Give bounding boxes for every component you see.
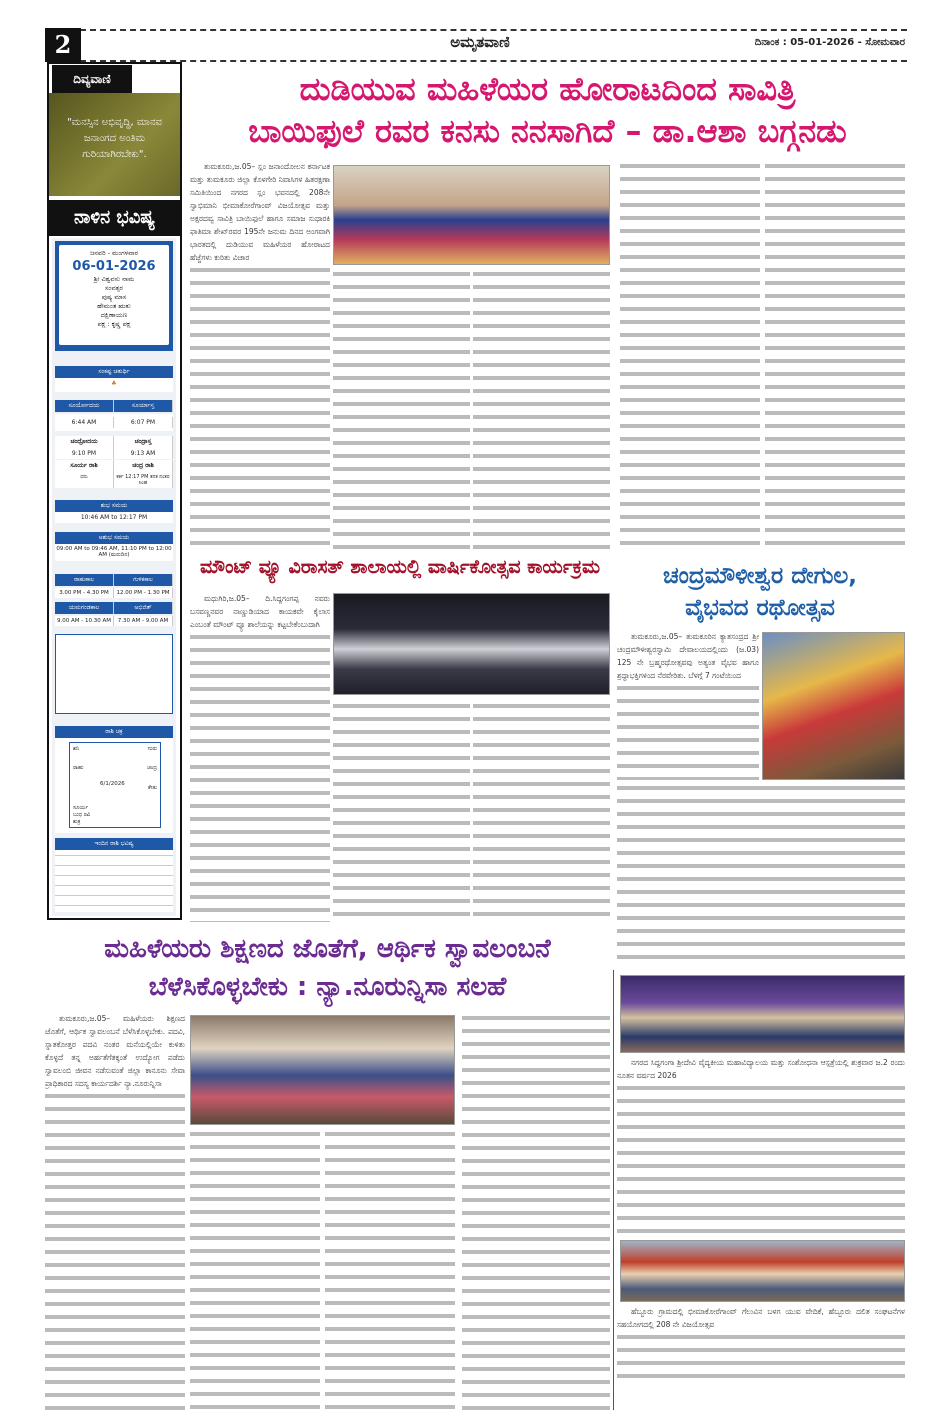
ashubha-label: ಅಶುಭ ಸಮಯ	[55, 532, 173, 544]
lead-body-col2	[333, 268, 470, 550]
temple-headline-line1: ಚಂದ್ರಮೌಳೀಶ್ವರ ದೇಗುಲ,	[662, 563, 858, 589]
rashi-table	[55, 850, 173, 912]
moonrise-label: ಚಂದ್ರೋದಯ	[55, 436, 114, 448]
rashi-cell: ಶನಿ	[73, 746, 80, 752]
shubha-label: ಶುಭ ಸಮಯ	[55, 500, 173, 512]
abhijit-label: ಅಭಿಜಿತ್	[114, 602, 173, 614]
sunset-label: ಸೂರ್ಯಾಸ್ತ	[114, 400, 173, 412]
lead-headline	[190, 68, 905, 152]
calendar-line: ಪಕ್ಷ : ಕೃಷ್ಣ ಪಕ್ಷ	[97, 320, 131, 328]
school-body-text: ಮಧುಗಿರಿ,ಜ.05– ದಿ.ಸಿದ್ದಗಂಗಪ್ಪ ನವರು ಬಸವಣ್ಣನವರ ನಾಣ್ಣುಡಿಯಾದ ಕಾಯಕವೇ ಕೈಲಾಸ ಎಂಬಂತೆ ಮೌಂಟ್ ವ್ಯೂ ಶಾಲೆಯನ್ನು ಕಟ್ಟಬೇಕೆಂಬುದಾಗಿ	[190, 594, 330, 629]
celebration-photo	[620, 1240, 905, 1302]
lead-photo	[333, 165, 610, 265]
yama-label: ಯಮಗಂಡಕಾಲ	[55, 602, 114, 614]
ashubha-time: 09:00 AM to 09:46 AM, 11:10 PM to 12:00 AM (ಮರುದಿನ)	[55, 544, 173, 561]
calendar-date: 06-01-2026	[72, 259, 156, 274]
rashi-cell: ಕೇತು	[148, 785, 157, 791]
rahu-label: ರಾಹುಕಾಲ	[55, 574, 114, 586]
chandra-rashi-label: ಚಂದ್ರ ರಾಶಿ	[114, 460, 173, 472]
school-body-col2	[333, 700, 470, 922]
temple-photo	[762, 632, 905, 780]
page-number: 2	[45, 28, 81, 62]
moonset: 9:13 AM	[114, 448, 173, 459]
quote-box: "ಮನಸ್ಸಿನ ಅಭಿವೃದ್ಧಿ, ಮಾನವ ಜನಾಂಗದ ಅಂತಿಮ ಗುರಿಯಾಗಿರಬೇಕು".	[49, 93, 180, 196]
calendar-widget	[52, 238, 176, 916]
header-rule-top	[80, 29, 907, 31]
sidebar-label: ದಿವ್ಯವಾಣಿ	[52, 65, 132, 93]
temple-body-text: ತುಮಕೂರು,ಜ.05– ತುಮಕೂರಿನ ಕ್ಯಾತಸಂದ್ರದ ಶ್ರೀ ಚಂದ್ರಮೌಳೀಶ್ವರಸ್ವಾಮಿ ದೇವಾಲಯದಲ್ಲಿಂದು (ಜ.03) 125 ನೇ ಬ್ರಹ್ಮರಥೋತ್ಸವವು ಅತ್ಯಂತ ವೈಭವ ಹಾಗೂ ಶ್ರದ್ಧಾಭಕ್ತಿಗಳಿಂದ ನೆರವೇರಿತು. ಬೆಳಗ್ಗೆ 7 ಗಂಟೆಯಿಂದ	[617, 632, 759, 680]
calendar-line: ಸಂವತ್ಸರ	[104, 284, 123, 292]
school-body	[190, 592, 330, 922]
temple-headline	[615, 560, 905, 624]
temple-body	[617, 630, 759, 780]
lead-headline-line2: ಬಾಯಿಫುಲೆ ರವರ ಕನಸು ನನಸಾಗಿದೆ – ಡಾ.ಆಶಾ ಬಗ್ಗನಡು	[248, 112, 847, 150]
rashi-cell: ಸೂರ್ಯ ಬುಧ ರವಿ ಶುಕ್ರ	[73, 805, 91, 825]
college-body-text: ನಗರದ ಸಿದ್ದಗಂಗಾ ಶ್ರೀದೇವಿ ವೈದ್ಯಕೀಯ ಮಹಾವಿದ್ಯಾಲಯ ಮತ್ತು ಸಂಶೋಧನಾ ಆಸ್ಪತ್ರೆಯಲ್ಲಿ ಶುಕ್ರವಾರ ಜ.2 ರಂದು ನೂತನ ವರ್ಷದ 2026	[617, 1058, 905, 1080]
today-rashi-label: ಇಂದಿನ ರಾಶಿ ಭವಿಷ್ಯ	[55, 838, 173, 850]
women-body-text: ತುಮಕೂರು,ಜ.05– ಮಹಿಳೆಯರು ಶಿಕ್ಷಣದ ಜೊತೆಗೆ, ಆರ್ಥಿಕ ಸ್ವಾವಲಂಬನೆ ಬೆಳೆಸಿಕೊಳ್ಳಬೇಕು. ಪದವಿ, ಸ್ನಾತಕೋತ್ತರ ಪದವಿ ನಂತರ ಮನೆಯಲ್ಲಿಯೇ ಕುಳಿತು ಕೊಳ್ಳದೆ ತನ್ನ ಅರ್ಹತೆಗೆತಕ್ಕಂತೆ ಉದ್ಯೋಗ ಪಡೆದು ಸ್ವಾವಲಂಬಿ ಜೀವನ ನಡೆಸುವಂತೆ ಜಿಲ್ಲಾ ಕಾನೂನು ಸೇವಾ ಪ್ರಾಧಿಕಾರದ ಸದಸ್ಯ ಕಾರ್ಯದರ್ಶಿ ನ್ಯಾ.ನೂರುನ್ನಿಸಾ	[45, 1014, 185, 1088]
lead-body-col5	[765, 160, 905, 552]
calendar-line: ಶ್ರೀ ವಿಶ್ವವಸು ನಾಮ	[93, 275, 135, 283]
yama-time: 9.00 AM - 10.30 AM	[55, 616, 114, 626]
lead-body-text: ತುಮಕೂರು,ಜ.05– ಸ್ಲಂ ಜನಾಂದೋಲನ ಕರ್ನಾಟಕ ಮತ್ತು ತುಮಕೂರು ಜಿಲ್ಲಾ ಕೊಳಗೇರಿ ನಿವಾಸಿಗಳ ಹಿತರಕ್ಷಣಾ ಸಮಿತಿಯಿಂದ ನಗರದ ಸ್ಲಂ ಭವನದಲ್ಲಿ 208ನೇ ಸ್ವಾಭಿಮಾನಿ ಭೀಮಾಕೋರೆಗಾಂವ್ ವಿಜಯೋತ್ಸವ ಮತ್ತು ಅಕ್ಷರದವ್ವ ಸಾವಿತ್ರಿ ಬಾಯಿಫುಲೆ ಹಾಗೂ ಸಮಾಜ ಸುಧಾರಕಿ ಫಾತಿಮಾ ಶೇಖ್‌ರವರ 195ನೇ ಜನುಮ ದಿನದ ಅಂಗವಾಗಿ ಭಾರತದಲ್ಲಿ ದುಡಿಯುವ ಮಹಿಳೆಯರ ಹೋರಾಟದ ಹೆಜ್ಜೆಗಳು ಕುರಿತು ವಿಚಾರ	[190, 162, 330, 262]
rashi-chakra-date: 6/1/2026	[100, 781, 125, 787]
calendar-day: ಜನವರಿ - ಮಂಗಳವಾರ	[89, 249, 139, 257]
rahu-time: 3.00 PM - 4.30 PM	[55, 588, 114, 598]
surya-rashi: ಧನು	[55, 472, 114, 488]
chandra-rashi: ಕರ್ಕ 12:17 PM ತನಕ ನಂತರ ಸಿಂಹ	[114, 472, 173, 488]
gulika-label: ಗುಳಿಕಕಾಲ	[114, 574, 173, 586]
rashi-cell: ರಾಹು	[73, 765, 84, 771]
women-photo	[190, 1015, 455, 1125]
sunset: 6:07 PM	[114, 417, 173, 428]
college-photo	[620, 975, 905, 1053]
rashi-chakra-label: ರಾಶಿ ಚಕ್ರ	[55, 726, 173, 738]
college-body	[617, 1056, 905, 1236]
panchanga-grid	[55, 634, 173, 714]
women-body-col2	[190, 1128, 320, 1410]
abhijit-time: 7.30 AM - 9.00 AM	[114, 616, 173, 626]
temple-headline-line2: ವೈಭವದ ರಥೋತ್ಸವ	[685, 595, 835, 621]
women-body-col4	[462, 1012, 610, 1410]
horoscope-title: ನಾಳಿನ ಭವಿಷ್ಯ	[49, 200, 180, 236]
school-body-col3	[473, 700, 610, 922]
masthead: ಅಮೃತವಾಣಿ	[450, 33, 510, 51]
ganesha-icon: ♣	[55, 378, 173, 392]
women-headline-line2: ಬೆಳೆಸಿಕೊಳ್ಳಬೇಕು : ನ್ಯಾ.ನೂರುನ್ನಿಸಾ ಸಲಹೆ	[148, 972, 507, 1002]
rashi-cell: ಗುರು	[147, 746, 157, 752]
moonrise: 9:10 PM	[55, 448, 114, 459]
shubha-time: 10:46 AM to 12:17 PM	[55, 512, 173, 523]
moonset-label: ಚಂದ್ರಾಸ್ತ	[114, 436, 173, 448]
rashi-cell: ಚಂದ್ರ	[147, 765, 157, 771]
calendar-line: ಹೇಮಂತ ಋತು	[97, 302, 131, 310]
sankashti-label: ಸಂಕಷ್ಟ ಚತುರ್ಥಿ	[55, 366, 173, 378]
women-headline	[40, 930, 615, 1006]
lead-headline-line1: ದುಡಿಯುವ ಮಹಿಳೆಯರ ಹೋರಾಟದಿಂದ ಸಾವಿತ್ರಿ	[299, 70, 796, 108]
women-headline-line1: ಮಹಿಳೆಯರು ಶಿಕ್ಷಣದ ಜೊತೆಗೆ, ಆರ್ಥಿಕ ಸ್ವಾವಲಂಬನೆ	[104, 934, 551, 964]
lead-body-col4	[620, 160, 760, 552]
surya-rashi-label: ಸೂರ್ಯ ರಾಶಿ	[55, 460, 114, 472]
women-body	[45, 1012, 185, 1410]
sunrise: 6:44 AM	[55, 417, 114, 428]
sunrise-label: ಸೂರ್ಯೋದಯ	[55, 400, 114, 412]
lead-body	[190, 160, 330, 550]
lead-body-col3	[473, 268, 610, 550]
column-rule	[613, 970, 614, 1410]
temple-body-cont	[617, 782, 905, 966]
school-headline: ಮೌಂಟ್ ವ್ಯೂ ವಿರಾಸತ್ ಶಾಲಾಯಲ್ಲಿ ವಾರ್ಷಿಕೋತ್ಸವ ಕಾರ್ಯಕ್ರಮ	[199, 556, 601, 578]
gulika-time: 12.00 PM - 1.30 PM	[114, 588, 173, 598]
calendar-line: ಪುಷ್ಯ ಮಾಸ	[101, 293, 127, 301]
women-body-col3	[325, 1128, 455, 1410]
celebration-body	[617, 1305, 905, 1385]
calendar-line: ದಕ್ಷಿಣಾಯಣ	[100, 311, 128, 319]
rashi-chakra	[55, 738, 173, 833]
celebration-body-text: ಹೆಬ್ಬೂರು ಗ್ರಾಮದಲ್ಲಿ ಭೀಮಾಕೋರೆಗಾಂವ್ ಗೆಲುವಿನ ಬಳಗ ಯುವ ವೇದಿಕೆ, ಹೆಬ್ಬೂರು ದಲಿತ ಸಂಘಟನೆಗಳ ಸಹಯೋಗದಲ್ಲಿ 208 ನೇ ವಿಜಯೋತ್ಸವ	[617, 1307, 905, 1329]
header-rule-bottom	[80, 60, 907, 62]
dateline: ದಿನಾಂಕ : 05-01-2026 - ಸೋಮವಾರ	[754, 37, 905, 48]
school-photo	[333, 593, 610, 695]
